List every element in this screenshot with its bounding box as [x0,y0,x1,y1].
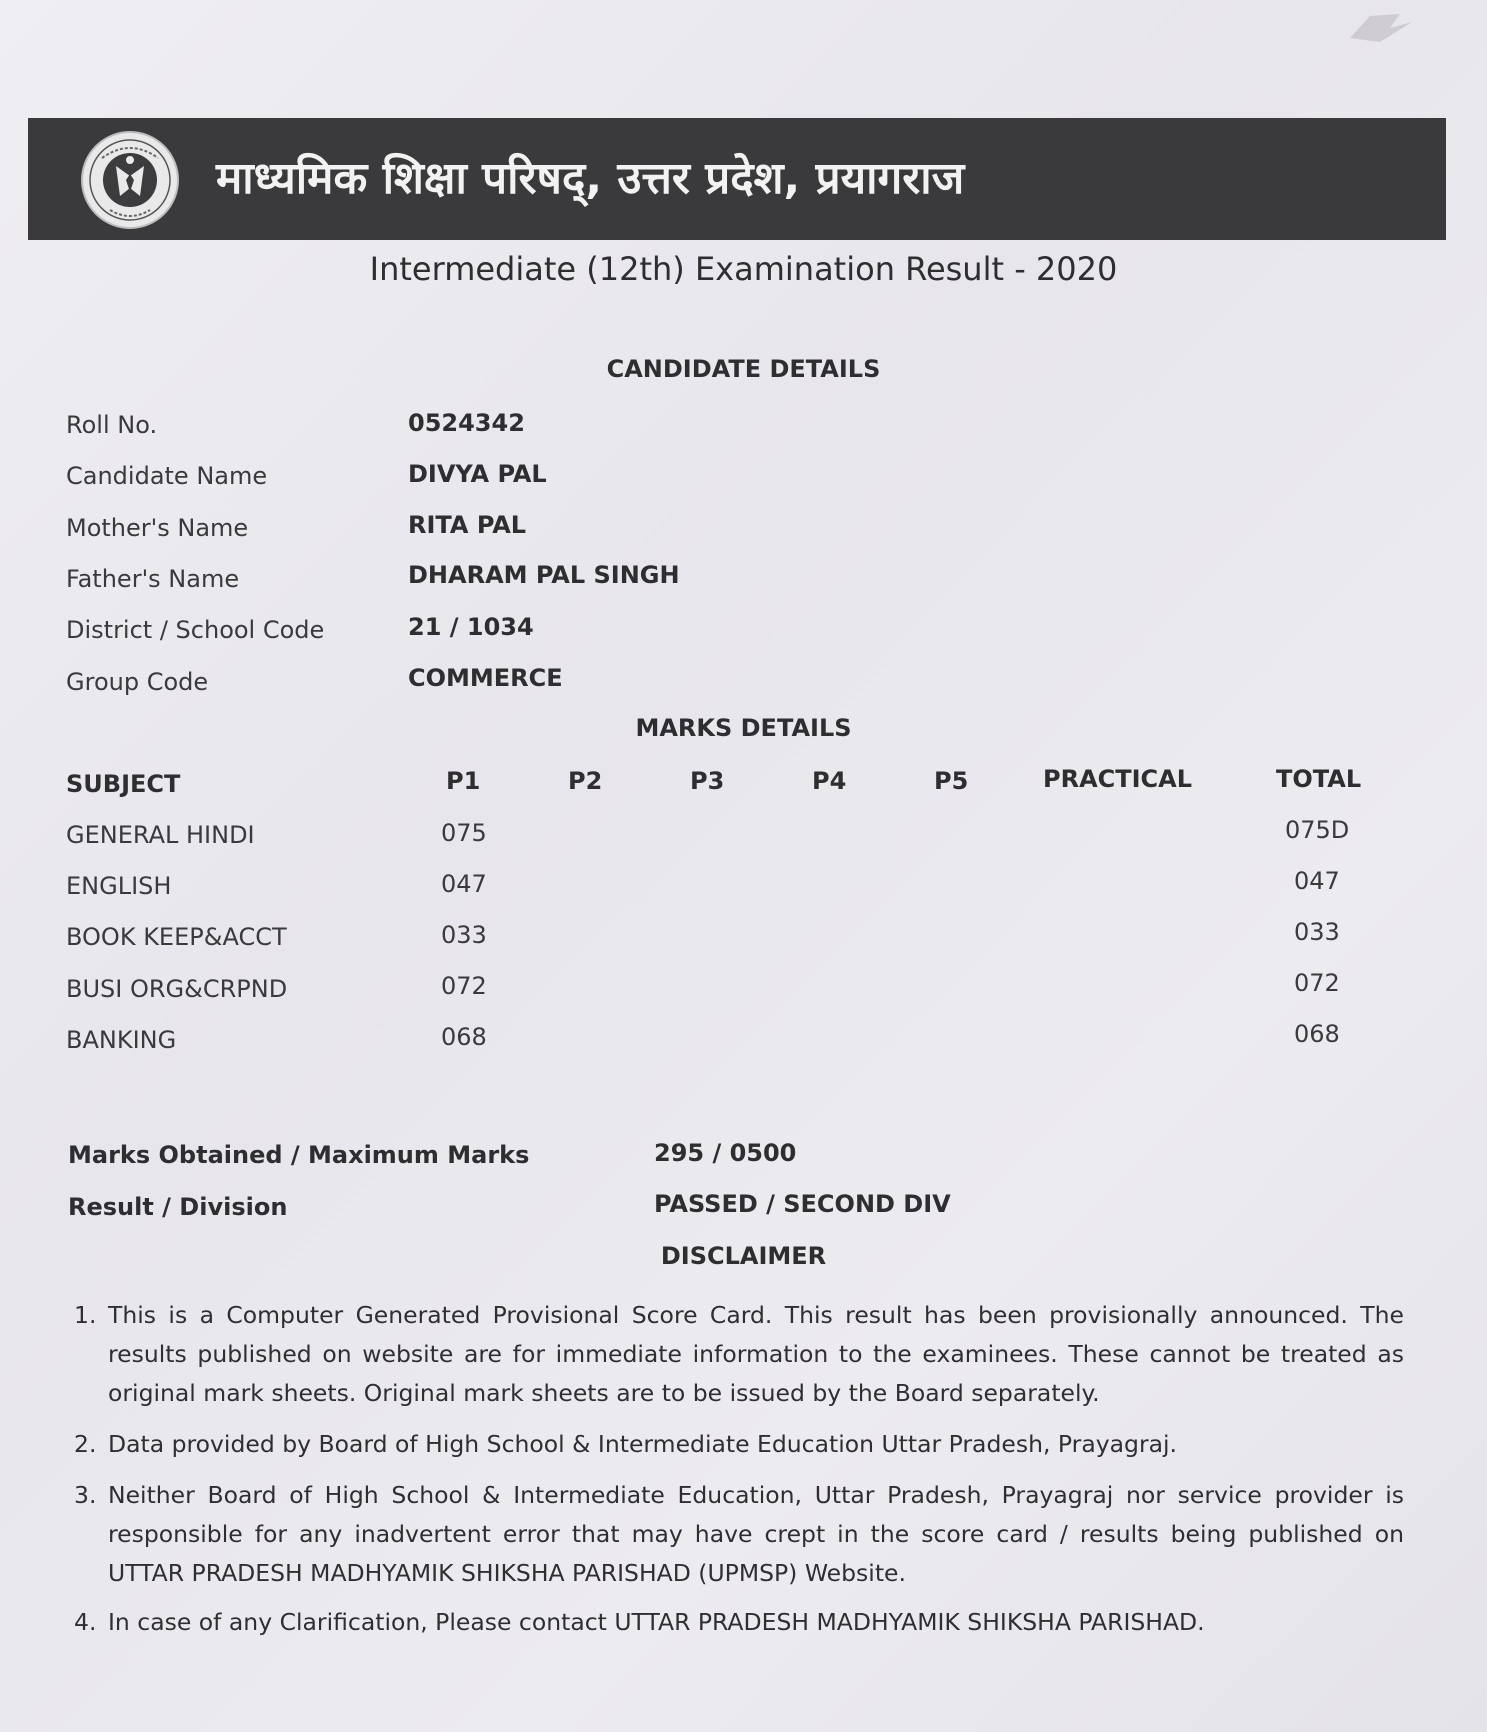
disclaimer-text: Neither Board of High School & Intermediate Education, Uttar Pradesh, Prayagraj nor service provider is responsible for any inadvertent error that may have crept in the score card / results being published on UTTAR PRADESH MADHYAMIK SHIKSHA PARISHAD (UPMSP) Website. [108,1481,1404,1587]
column-header-p3: P3 [690,767,725,795]
candidate-name-label: Candidate Name [66,462,268,490]
disclaimer-number: 3. [74,1481,97,1509]
board-name-hindi: माध्यमिक शिक्षा परिषद्, उत्तर प्रदेश, प्रयागराज [216,153,965,204]
candidate-name-value: DIVYA PAL [408,460,547,488]
subject-cell: ENGLISH [66,872,172,900]
marks-obtained-value: 295 / 0500 [654,1139,797,1167]
subject-cell: BOOK KEEP&ACCT [66,923,287,951]
disclaimer-item [74,1425,1404,1464]
column-header-p4: P4 [812,767,847,795]
subject-cell: BUSI ORG&CRPND [66,975,288,1003]
total-cell: 068 [1294,1020,1340,1048]
disclaimer-item [74,1476,1404,1593]
marks-details-heading: MARKS DETAILS [635,714,852,742]
disclaimer-number: 1. [74,1301,97,1329]
p1-cell: 033 [441,921,487,949]
father-name-label: Father's Name [66,565,240,593]
roll-no-label: Roll No. [66,411,158,439]
disclaimer-number: 4. [74,1608,97,1636]
disclaimer-text: This is a Computer Generated Provisional Score Card. This result has been provisionally announced. The results published on website are for immediate information to the examinees. These cannot be treated as original mark sheets. Original mark sheets are to be issued by the Board separately. [108,1301,1404,1407]
disclaimer-text: In case of any Clarification, Please contact UTTAR PRADESH MADHYAMIK SHIKSHA PARISHAD. [108,1608,1205,1636]
disclaimer-heading: DISCLAIMER [660,1242,827,1270]
group-code-label: Group Code [66,668,209,696]
column-header-p5: P5 [934,767,969,795]
disclaimer-item [74,1603,1404,1642]
mother-name-value: RITA PAL [408,511,527,539]
column-header-subject: SUBJECT [66,770,181,798]
subject-cell: GENERAL HINDI [66,821,255,849]
mother-name-label: Mother's Name [66,514,249,542]
header-banner [28,118,1446,240]
ink-smudge-mark [1340,8,1420,48]
total-cell: 072 [1294,969,1340,997]
disclaimer-number: 2. [74,1430,97,1458]
upmsp-emblem-logo [80,130,180,230]
p1-cell: 072 [441,972,487,1000]
total-cell: 047 [1294,867,1340,895]
column-header-total: TOTAL [1276,765,1362,793]
district-school-code-label: District / School Code [66,616,325,644]
district-school-code-value: 21 / 1034 [408,613,534,641]
total-cell: 075D [1285,816,1350,844]
roll-no-value: 0524342 [408,409,525,437]
p1-cell: 068 [441,1023,487,1051]
subject-cell: BANKING [66,1026,177,1054]
column-header-practical: PRACTICAL [1043,765,1193,793]
candidate-details-heading: CANDIDATE DETAILS [606,355,881,383]
p1-cell: 047 [441,870,487,898]
exam-title: Intermediate (12th) Examination Result - 2020 [369,250,1118,288]
group-code-value: COMMERCE [408,664,563,692]
column-header-p2: P2 [568,767,603,795]
disclaimer-item [74,1296,1404,1413]
p1-cell: 075 [441,819,487,847]
disclaimer-text: Data provided by Board of High School & Intermediate Education Uttar Pradesh, Prayagraj. [108,1430,1178,1458]
marks-obtained-label: Marks Obtained / Maximum Marks [68,1141,530,1169]
total-cell: 033 [1294,918,1340,946]
column-header-p1: P1 [446,767,481,795]
result-division-label: Result / Division [68,1193,288,1221]
father-name-value: DHARAM PAL SINGH [408,561,680,589]
result-division-value: PASSED / SECOND DIV [654,1190,951,1218]
